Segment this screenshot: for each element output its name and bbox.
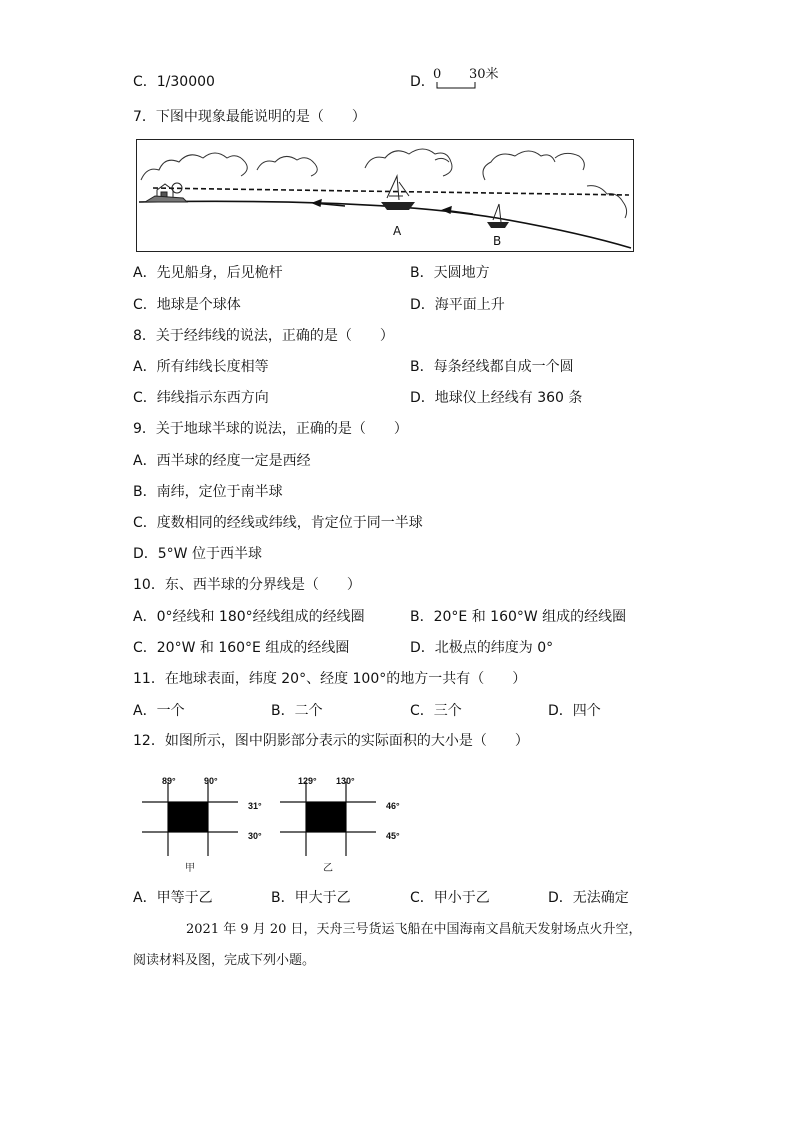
q9-option-a: A．西半球的经度一定是西经 [133, 453, 311, 469]
passage-line-2: 阅读材料及图，完成下列小题。 [133, 953, 316, 968]
q12-option-d: D．无法确定 [548, 890, 629, 906]
ship-a-icon [381, 176, 415, 210]
shaded-area-jia [168, 802, 208, 832]
q11-stem: 11．在地球表面，纬度 20°、经度 100°的地方一共有（ ） [133, 671, 527, 687]
q11-option-a: A．一个 [133, 703, 185, 719]
ship-b-icon [487, 204, 509, 228]
ship-horizon-illustration [137, 140, 633, 251]
q8-stem: 8．关于经纬线的说法，正确的是（ ） [133, 328, 394, 344]
q9-option-b: B．南纬，定位于南半球 [133, 484, 283, 500]
q10-option-d: D．北极点的纬度为 0° [410, 640, 554, 656]
yi-lon-left: 129° [298, 776, 317, 786]
q12-option-c: C．甲小于乙 [410, 890, 490, 906]
jia-lon-left: 89° [162, 776, 176, 786]
jia-name: 甲 [185, 863, 195, 874]
q12-option-b: B．甲大于乙 [271, 890, 351, 906]
observer-icon [145, 183, 187, 202]
jia-lat-top: 31° [248, 801, 262, 811]
scale-value: 30米 [469, 67, 499, 82]
q9-stem: 9．关于地球半球的说法，正确的是（ ） [133, 421, 408, 437]
q12-stem: 12．如图所示，图中阴影部分表示的实际面积的大小是（ ） [133, 733, 529, 749]
q10-option-b: B．20°E 和 160°W 组成的经线圈 [410, 609, 627, 625]
passage-line-1: 2021 年 9 月 20 日，天舟三号货运飞船在中国海南文昌航天发射场点火升空， [186, 922, 642, 937]
jia-lat-bottom: 30° [248, 831, 262, 841]
q10-stem: 10．东、西半球的分界线是（ ） [133, 577, 361, 593]
q7-option-d: D．海平面上升 [410, 297, 505, 313]
q7-figure [136, 139, 634, 252]
q7-option-b: B．天圆地方 [410, 265, 490, 281]
q9-option-c: C．度数相同的经线或纬线，肯定位于同一半球 [133, 515, 423, 531]
q6-option-d-prefix: D． [410, 74, 435, 90]
grid-figure-yi [274, 770, 414, 880]
yi-lon-right: 130° [336, 776, 355, 786]
shaded-area-yi [306, 802, 346, 832]
q7-option-c: C．地球是个球体 [133, 297, 241, 313]
yi-lat-bottom: 45° [386, 831, 400, 841]
scale-bar-line [433, 66, 483, 92]
ship-a-label: A [393, 224, 402, 238]
q6-option-c: C．1/30000 [133, 74, 215, 90]
q11-option-b: B．二个 [271, 703, 323, 719]
q11-option-d: D．四个 [548, 703, 601, 719]
yi-lat-top: 46° [386, 801, 400, 811]
q7-stem: 7．下图中现象最能说明的是（ ） [133, 109, 366, 125]
q9-option-d: D．5°W 位于西半球 [133, 546, 262, 562]
ship-b-label: B [493, 234, 502, 248]
q8-option-c: C．纬线指示东西方向 [133, 390, 269, 406]
q8-option-d: D．地球仪上经线有 360 条 [410, 390, 583, 406]
yi-name: 乙 [323, 863, 333, 874]
scale-zero: 0 [433, 67, 442, 82]
cloud-icon [141, 149, 627, 218]
q6-option-d [410, 73, 435, 91]
q12-option-a: A．甲等于乙 [133, 890, 213, 906]
q8-option-b: B．每条经线都自成一个圆 [410, 359, 574, 375]
q8-option-a: A．所有纬线长度相等 [133, 359, 269, 375]
jia-lon-right: 90° [204, 776, 218, 786]
grid-figure-jia [136, 770, 276, 880]
q10-option-a: A．0°经线和 180°经线组成的经线圈 [133, 609, 365, 625]
q10-option-c: C．20°W 和 160°E 组成的经线圈 [133, 640, 350, 656]
q11-option-c: C．三个 [410, 703, 462, 719]
sea-surface-curve [139, 201, 631, 248]
q7-option-a: A．先见船身，后见桅杆 [133, 265, 283, 281]
